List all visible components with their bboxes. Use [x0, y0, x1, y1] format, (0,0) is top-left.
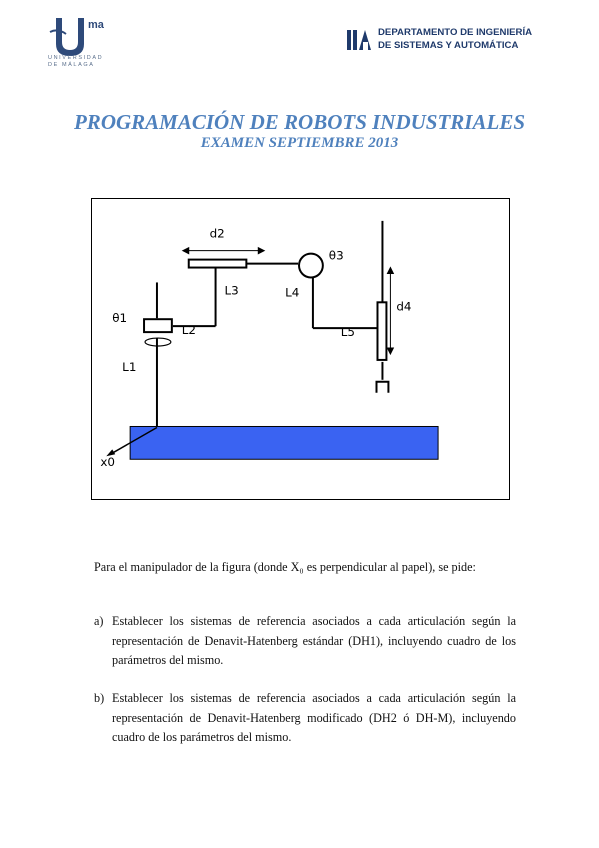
joint-3: [299, 254, 323, 278]
department-line-2: DE SISTEMAS Y AUTOMÁTICA: [378, 39, 519, 51]
intro-paragraph: Para el manipulador de la figura (donde X₀ es perpendicular al papel), se pide:: [94, 560, 476, 574]
joint-1: [144, 319, 172, 332]
question-a: [94, 612, 516, 671]
question-a-marker: a): [94, 614, 104, 628]
joint-2: [189, 260, 247, 268]
label-l1: L1: [122, 359, 137, 374]
label-theta1: θ1: [112, 311, 128, 326]
label-l3: L3: [224, 283, 239, 298]
university-logo-ma: ma: [88, 19, 104, 31]
joint-4: [377, 302, 386, 360]
label-l5: L5: [340, 325, 355, 340]
department-logo: [346, 28, 372, 52]
robot-base: [130, 426, 438, 459]
label-d2: d2: [209, 226, 225, 241]
label-d4: d4: [396, 299, 412, 314]
label-l2: L2: [181, 323, 197, 338]
university-name: [48, 55, 112, 69]
document-subtitle: EXAMEN SEPTIEMBRE 2013: [200, 135, 399, 151]
question-b: [94, 689, 516, 748]
label-l4: L4: [285, 285, 300, 300]
university-line-1: UNIVERSIDAD: [48, 55, 104, 61]
department-name: [378, 27, 532, 52]
question-a-text: Establecer los sistemas de referencia asociados a cada articulación según la representación de Denavit-Hatenberg estándar (DH1), incluyendo cuadro de los parámetros del mismo.: [112, 614, 516, 667]
document-title: PROGRAMACIÓN DE ROBOTS INDUSTRIALES: [73, 110, 526, 134]
question-b-marker: b): [94, 691, 105, 705]
university-line-2: DE MÁLAGA: [48, 62, 95, 68]
question-b-text: Establecer los sistemas de referencia asociados a cada articulación según la representación de Denavit-Hatenberg modificado (DH2 ó DH-M), incluyendo cuadro de los parámetros del mismo.: [112, 691, 516, 744]
gripper: [376, 382, 388, 393]
department-line-1: DEPARTAMENTO DE INGENIERÍA: [378, 27, 533, 38]
robot-figure: [91, 198, 510, 500]
label-x0: x0: [100, 455, 115, 470]
university-logo-mark: [56, 18, 84, 56]
label-theta3: θ3: [328, 248, 344, 263]
